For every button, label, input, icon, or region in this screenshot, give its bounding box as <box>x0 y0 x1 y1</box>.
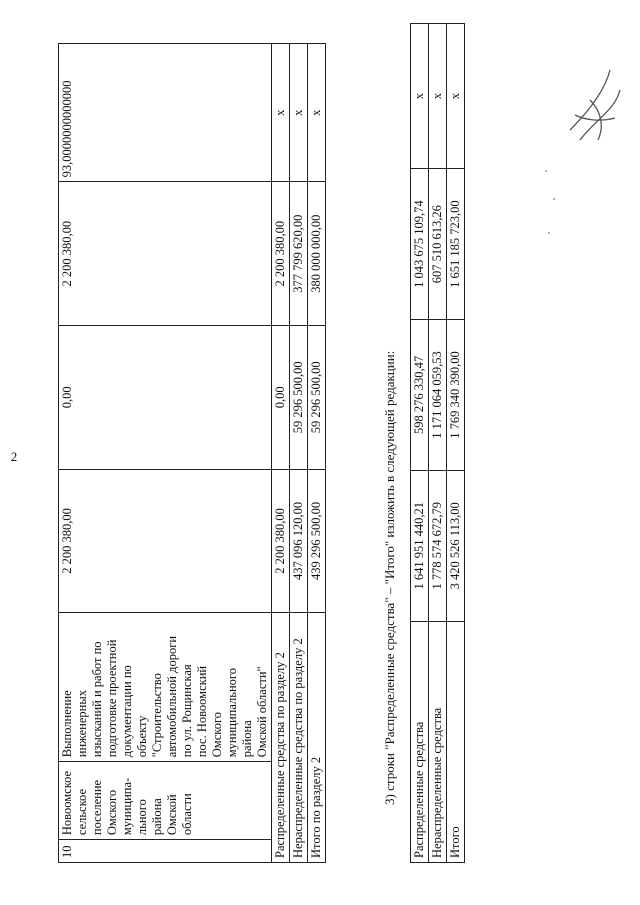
row-label: Нераспределенные средства <box>429 621 447 862</box>
description-cell: Выполнение инженерных изысканий и работ по подготовке проектной документации по объекту "Строительство автомобильной дороги по ул. Рощинская пос. Новоомский Омского муниципального района Омской области" <box>59 613 272 762</box>
table-row <box>290 44 308 863</box>
signature <box>560 60 630 150</box>
table-row <box>429 24 447 863</box>
row-label: Распределенные средства по разделу 2 <box>272 613 290 863</box>
value-cell: 1 043 675 109,74 <box>411 169 429 320</box>
row-label: Итого по разделу 2 <box>308 613 326 863</box>
value-cell: 1 769 340 390,00 <box>447 320 465 471</box>
value-cell: 59 296 500,00 <box>290 326 308 470</box>
amendment-note: 3) строки "Распределенные средства" – "Итого" изложить в следующей редакции: <box>382 350 397 805</box>
value-cell: 93,0000000000000 <box>59 44 272 182</box>
value-cell: 598 276 330,47 <box>411 320 429 471</box>
total-cell: 437 096 120,00 <box>290 469 308 613</box>
table-row <box>59 44 272 863</box>
value-cell: х <box>429 24 447 169</box>
scan-speck <box>545 170 547 172</box>
row-label: Распределенные средства <box>411 621 429 862</box>
table-row <box>447 24 465 863</box>
scan-speck <box>548 232 550 234</box>
recipient-cell: Новоомское сельское поселение Омского муниципа- льного района Омской области <box>59 762 272 840</box>
allocation-table-section-2 <box>58 43 326 863</box>
row-label: Итого <box>447 621 465 862</box>
total-cell: 1 778 574 672,79 <box>429 470 447 621</box>
total-cell: 2 200 380,00 <box>59 469 272 613</box>
total-cell: 1 641 951 440,21 <box>411 470 429 621</box>
value-cell: 59 296 500,00 <box>308 326 326 470</box>
total-cell: 2 200 380,00 <box>272 469 290 613</box>
row-label: Нераспределенные средства по разделу 2 <box>290 613 308 863</box>
row-number: 10 <box>59 840 272 863</box>
value-cell: 2 200 380,00 <box>59 182 272 326</box>
value-cell: 2 200 380,00 <box>272 182 290 326</box>
table-row <box>308 44 326 863</box>
value-cell: х <box>447 24 465 169</box>
value-cell: х <box>308 44 326 182</box>
total-cell: 3 420 526 113,00 <box>447 470 465 621</box>
summary-table <box>410 23 465 863</box>
value-cell: х <box>290 44 308 182</box>
value-cell: 0,00 <box>272 326 290 470</box>
table-row <box>272 44 290 863</box>
value-cell: 607 510 613,26 <box>429 169 447 320</box>
value-cell: 1 171 064 059,53 <box>429 320 447 471</box>
total-cell: 439 296 500,00 <box>308 469 326 613</box>
value-cell: 377 799 620,00 <box>290 182 308 326</box>
value-cell: 0,00 <box>59 326 272 470</box>
value-cell: х <box>411 24 429 169</box>
page-number: 2 <box>10 448 18 464</box>
scan-speck <box>553 198 555 200</box>
value-cell: 1 651 185 723,00 <box>447 169 465 320</box>
table-row <box>411 24 429 863</box>
value-cell: 380 000 000,00 <box>308 182 326 326</box>
value-cell: х <box>272 44 290 182</box>
